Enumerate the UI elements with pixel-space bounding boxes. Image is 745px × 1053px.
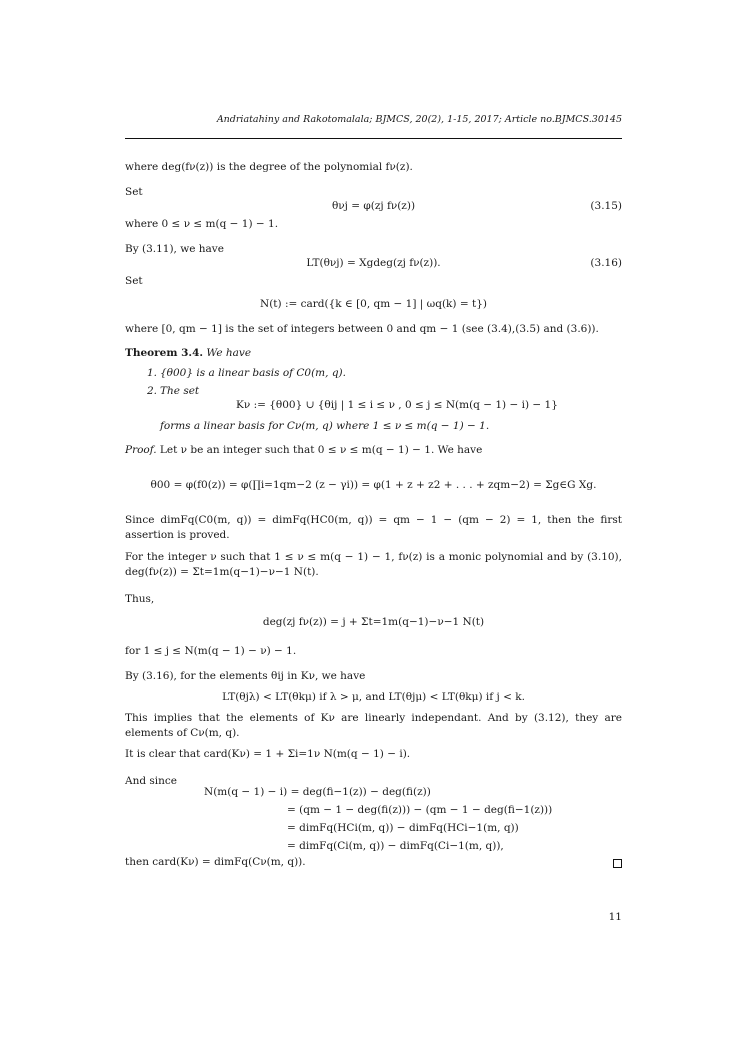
header-rule <box>125 138 622 139</box>
equation-LT-order: LT(θjλ) < LT(θkμ) if λ > μ, and LT(θjμ) < LT(θkμ) if j < k. <box>222 691 525 703</box>
theorem-intro: We have <box>206 347 252 359</box>
proof-intro: Let ν be an integer such that 0 ≤ ν ≤ m(q − 1) − 1. We have <box>159 444 483 456</box>
aligned-equation-line: = dimFq(Ci(m, q)) − dimFq(Ci−1(m, q)), <box>287 840 504 852</box>
theorem-item-1: {θ00} is a linear basis of C0(m, q). <box>160 367 346 379</box>
equation-degree: deg(zj fν(z)) = j + Σt=1m(q−1)−ν−1 N(t) <box>262 616 485 628</box>
proof-heading <box>125 444 482 456</box>
theorem-label: Theorem 3.4. <box>125 347 204 359</box>
paragraph: Since dimFq(C0(m, q)) = dimFq(HC0(m, q)) = qm − 1 − (qm − 2) = 1, then the first assertion is proved. <box>125 514 622 541</box>
theorem-item-number: 1. <box>147 367 158 379</box>
page-number: 11 <box>608 911 622 923</box>
equation-K-definition: Kν := {θ00} ∪ {θij | 1 ≤ i ≤ ν , 0 ≤ j ≤ N(m(q − 1) − i) − 1} <box>236 399 558 411</box>
text-line: Set <box>125 275 143 287</box>
aligned-equation-line: N(m(q − 1) − i) = deg(fi−1(z)) − deg(fi(z)) <box>204 786 431 798</box>
theorem-item-number: 2. <box>147 385 158 397</box>
qed-square-icon <box>613 859 622 868</box>
equation-theta00: θ00 = φ(f0(z)) = φ(∏i=1qm−2 (z − γi)) = φ(1 + z + z2 + . . . + zqm−2) = Σg∈G Xg. <box>150 479 597 491</box>
text-line: for 1 ≤ j ≤ N(m(q − 1) − ν) − 1. <box>125 645 297 657</box>
aligned-equation-line: = (qm − 1 − deg(fi(z))) − (qm − 1 − deg(fi−1(z))) <box>287 804 553 816</box>
text-line: where deg(fν(z)) is the degree of the polynomial fν(z). <box>125 161 413 173</box>
text-line: By (3.11), we have <box>125 243 224 255</box>
theorem-item-2: The set <box>160 385 200 397</box>
text-line: then card(Kν) = dimFq(Cν(m, q)). <box>125 856 306 868</box>
equation-N-definition: N(t) := card({k ∈ [0, qm − 1] | ωq(k) = t}) <box>260 298 487 310</box>
theorem-item-2-tail: forms a linear basis for Cν(m, q) where 1 ≤ ν ≤ m(q − 1) − 1. <box>160 420 490 432</box>
running-head: Andriatahiny and Rakotomalala; BJMCS, 20(2), 1-15, 2017; Article no.BJMCS.30145 <box>216 114 622 125</box>
paragraph: For the integer ν such that 1 ≤ ν ≤ m(q − 1) − 1, fν(z) is a monic polynomial and by (3.10), deg(fν(z)) = Σt=1m(q−1)−ν−1 N(t). <box>125 551 622 578</box>
equation-number: (3.16) <box>590 257 622 269</box>
equation-3-15: θνj = φ(zj fν(z)) <box>331 200 416 212</box>
text-line: where [0, qm − 1] is the set of integers between 0 and qm − 1 (see (3.4),(3.5) and (3.6)). <box>125 323 599 335</box>
text-line: And since <box>125 775 178 787</box>
theorem-heading <box>125 347 251 359</box>
proof-label: Proof. <box>125 444 157 456</box>
aligned-equation-line: = dimFq(HCi(m, q)) − dimFq(HCi−1(m, q)) <box>287 822 519 834</box>
text-line: By (3.16), for the elements θij in Kν, we have <box>125 670 366 682</box>
equation-3-16: LT(θνj) = Xgdeg(zj fν(z)). <box>306 257 441 269</box>
text-line: where 0 ≤ ν ≤ m(q − 1) − 1. <box>125 218 279 230</box>
text-line: Thus, <box>125 593 155 605</box>
text-line: Set <box>125 186 143 198</box>
text-line: It is clear that card(Kν) = 1 + Σi=1ν N(m(q − 1) − i). <box>125 748 411 760</box>
paragraph: This implies that the elements of Kν are linearly independant. And by (3.12), they are elements of Cν(m, q). <box>125 712 622 739</box>
equation-number: (3.15) <box>590 200 622 212</box>
